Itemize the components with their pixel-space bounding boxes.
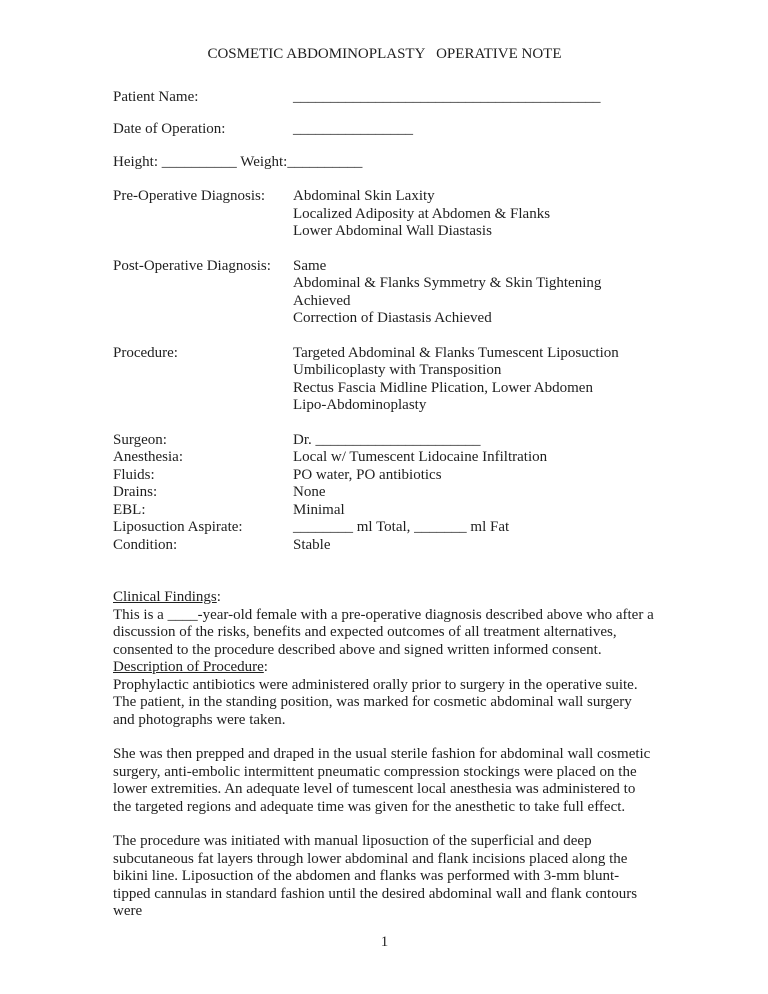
summary-row-liposuction-aspirate — [113, 519, 656, 537]
fluids-value: PO water, PO antibiotics — [293, 466, 442, 483]
diagnosis-line: Lower Abdominal Wall Diastasis — [293, 223, 492, 239]
summary-row-drains — [113, 484, 656, 502]
clinical-findings-paragraph: This is a ____-year-old female with a pre-operative diagnosis described above who after a discussion of the risks, benefits and expected outcomes of all treatment alternatives, consented to the procedure described above and signed written informed consent. — [113, 606, 658, 658]
field-row-procedure — [113, 345, 656, 415]
post-operative-diagnosis-values — [293, 258, 656, 328]
liposuction-aspirate-value: ________ ml Total, _______ ml Fat — [293, 519, 510, 535]
diagnosis-line: Same — [293, 257, 327, 274]
fluids-label: Fluids: — [113, 466, 155, 483]
patient-name-blank: _________________________________________ — [293, 88, 601, 105]
ebl-label: EBL: — [113, 501, 146, 518]
pre-operative-diagnosis-values — [293, 188, 656, 241]
summary-row-fluids — [113, 467, 656, 485]
condition-label: Condition: — [113, 536, 178, 553]
drains-label: Drains: — [113, 484, 158, 500]
drains-value: None — [293, 484, 326, 500]
diagnosis-line: Abdominal Skin Laxity — [293, 188, 435, 204]
ebl-value: Minimal — [293, 501, 345, 518]
weight-blank: __________ — [287, 153, 363, 170]
procedure-paragraph-3: The procedure was initiated with manual liposuction of the superficial and deep subcutaneous fat layers through lower abdominal and flank incisions placed along the bikini line. Liposuction of the abdomen and flanks was performed with 3-mm blunt-tipped cannulas in standard fashion until the desired abdominal wall and flank contours were — [113, 833, 641, 919]
section-clinical-findings — [113, 589, 656, 659]
field-row-post-operative-diagnosis — [113, 258, 656, 328]
pre-operative-diagnosis-label: Pre-Operative Diagnosis: — [113, 188, 266, 204]
surgeon-label: Surgeon: — [113, 431, 167, 448]
procedure-line: Rectus Fascia Midline Plication, Lower Abdomen — [293, 379, 593, 396]
procedure-values — [293, 345, 656, 415]
page-number: 1 — [380, 933, 389, 950]
procedure-line: Umbilicoplasty with Transposition — [293, 362, 502, 378]
procedure-line: Targeted Abdominal & Flanks Tumescent Liposuction — [293, 344, 619, 361]
summary-row-surgeon — [113, 432, 656, 450]
diagnosis-line: Localized Adiposity at Abdomen & Flanks — [293, 205, 551, 222]
field-row-height-weight — [113, 154, 656, 172]
date-of-operation-label: Date of Operation: — [113, 121, 226, 137]
surgeon-value: Dr. ______________________ — [293, 431, 481, 448]
diagnosis-line: Correction of Diastasis Achieved — [293, 310, 492, 326]
liposuction-aspirate-label: Liposuction Aspirate: — [113, 519, 243, 535]
clinical-findings-heading: Clinical Findings: — [113, 589, 221, 605]
weight-label: Weight: — [240, 153, 288, 170]
summary-row-ebl — [113, 502, 656, 520]
procedure-paragraph-2: She was then prepped and draped in the usual sterile fashion for abdominal wall cosmetic surgery, anti-embolic intermittent pneumatic compression stockings were placed on the lower extremities. An adequate level of tumescent local anesthesia was administered to the targeted regions and adequate time was given for the anesthetic to take full effect. — [113, 746, 655, 815]
field-row-patient-name — [113, 89, 656, 107]
height-label: Height: — [113, 153, 162, 170]
height-blank: __________ — [161, 153, 237, 170]
post-operative-diagnosis-label: Post-Operative Diagnosis: — [113, 257, 271, 274]
summary-row-anesthesia — [113, 449, 656, 467]
section-description-of-procedure — [113, 659, 656, 921]
field-row-date-of-operation — [113, 121, 656, 139]
date-of-operation-blank: ________________ — [293, 121, 413, 137]
operative-summary — [113, 432, 656, 555]
procedure-paragraph-1: Prophylactic antibiotics were administered orally prior to surgery in the operative suite. The patient, in the standing position, was marked for cosmetic abdominal wall surgery and photographs were taken. — [113, 676, 642, 728]
anesthesia-value: Local w/ Tumescent Lidocaine Infiltration — [293, 449, 548, 465]
diagnosis-line: Abdominal & Flanks Symmetry & Skin Tightening Achieved — [293, 275, 602, 309]
condition-value: Stable — [293, 536, 331, 553]
description-of-procedure-heading: Description of Procedure: — [113, 659, 268, 675]
summary-row-condition — [113, 537, 656, 555]
field-row-pre-operative-diagnosis — [113, 188, 656, 241]
anesthesia-label: Anesthesia: — [113, 449, 183, 465]
procedure-label: Procedure: — [113, 344, 178, 361]
document-title: COSMETIC ABDOMINOPLASTY OPERATIVE NOTE — [207, 46, 562, 62]
procedure-line: Lipo-Abdominoplasty — [293, 397, 427, 413]
patient-name-label: Patient Name: — [113, 88, 199, 105]
